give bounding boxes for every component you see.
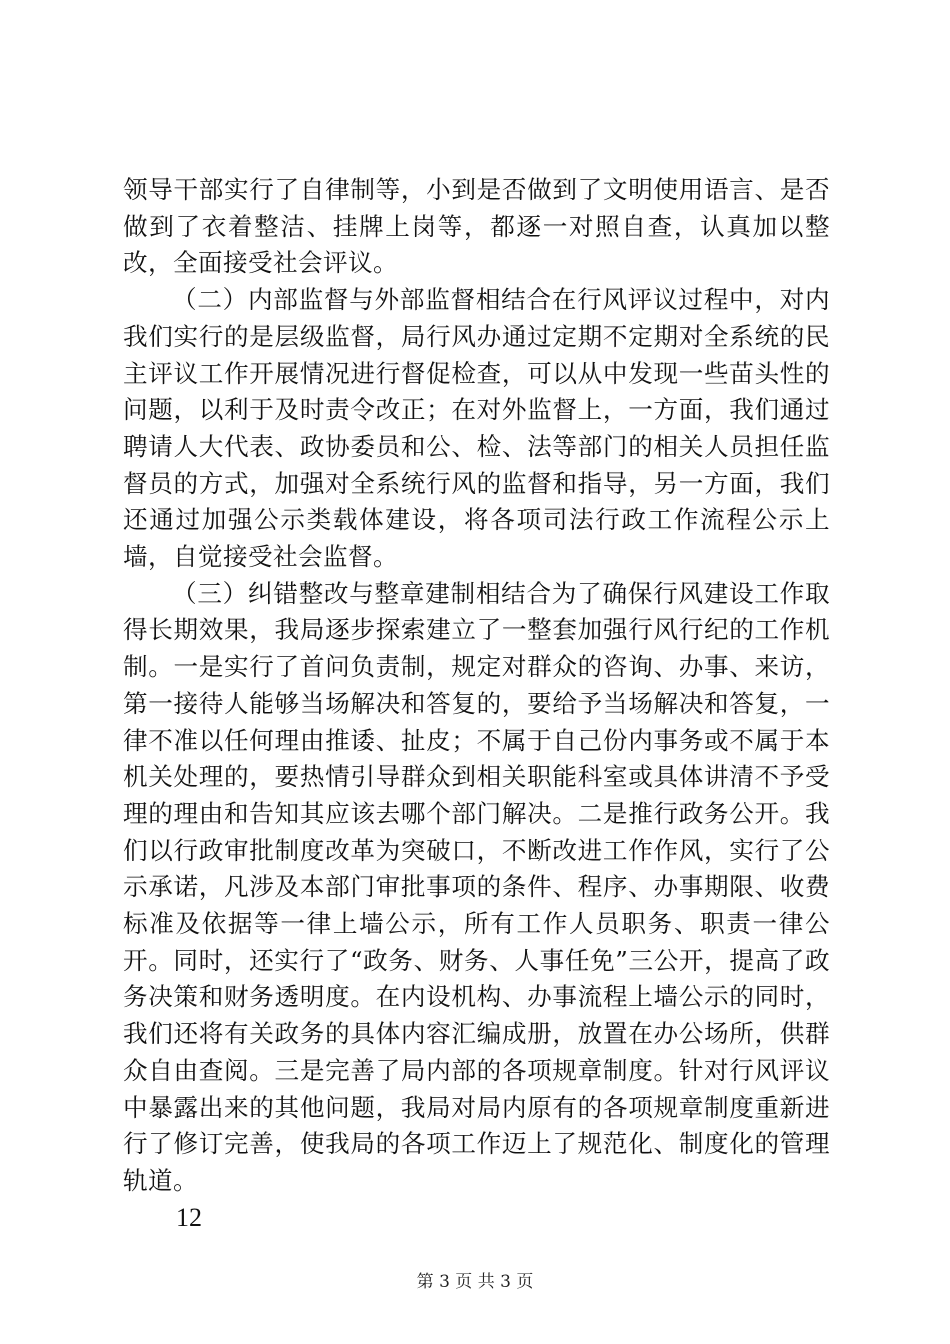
- page-footer: 第 3 页 共 3 页: [416, 1272, 534, 1292]
- document-body: [123, 172, 830, 1236]
- paragraph-3: （三）纠错整改与整章建制相结合为了确保行风建设工作取得长期效果，我局逐步探索建立了一整套加强行风行纪的工作机制。一是实行了首问负责制，规定对群众的咨询、办事、来访，第一接待人能够当场解决和答复的，要给予当场解决和答复，一律不准以任何理由推诿、扯皮；不属于自己份内事务或不属于本机关处理的，要热情引导群众到相关职能科室或具体讲清不予受理的理由和告知其应该去哪个部门解决。二是推行政务公开。我们以行政审批制度改革为突破口，不断改进工作作风，实行了公示承诺，凡涉及本部门审批事项的条件、程序、办事期限、收费标准及依据等一律上墙公示，所有工作人员职务、职责一律公开。同时，还实行了“政务、财务、人事任免”三公开，提高了政务决策和财务透明度。在内设机构、办事流程上墙公示的同时，我们还将有关政务的具体内容汇编成册，放置在办公场所，供群众自由查阅。三是完善了局内部的各项规章制度。针对行风评议中暴露出来的其他问题，我局对局内原有的各项规章制度重新进行了修订完善，使我局的各项工作迈上了规范化、制度化的管理轨道。: [123, 578, 830, 1195]
- paragraph-2: （二）内部监督与外部监督相结合在行风评议过程中，对内我们实行的是层级监督，局行风办通过定期不定期对全系统的民主评议工作开展情况进行督促检查，可以从中发现一些苗头性的问题，以利于及时责令改正；在对外监督上，一方面，我们通过聘请人大代表、政协委员和公、检、法等部门的相关人员担任监督员的方式，加强对全系统行风的监督和指导，另一方面，我们还通过加强公示类载体建设，将各项司法行政工作流程公示上墙，自觉接受社会监督。: [123, 285, 830, 572]
- paragraph-1: 领导干部实行了自律制等，小到是否做到了文明使用语言、是否做到了衣着整洁、挂牌上岗等，都逐一对照自查，认真加以整改，全面接受社会评议。: [123, 175, 830, 278]
- trailing-number: 12: [176, 1202, 202, 1232]
